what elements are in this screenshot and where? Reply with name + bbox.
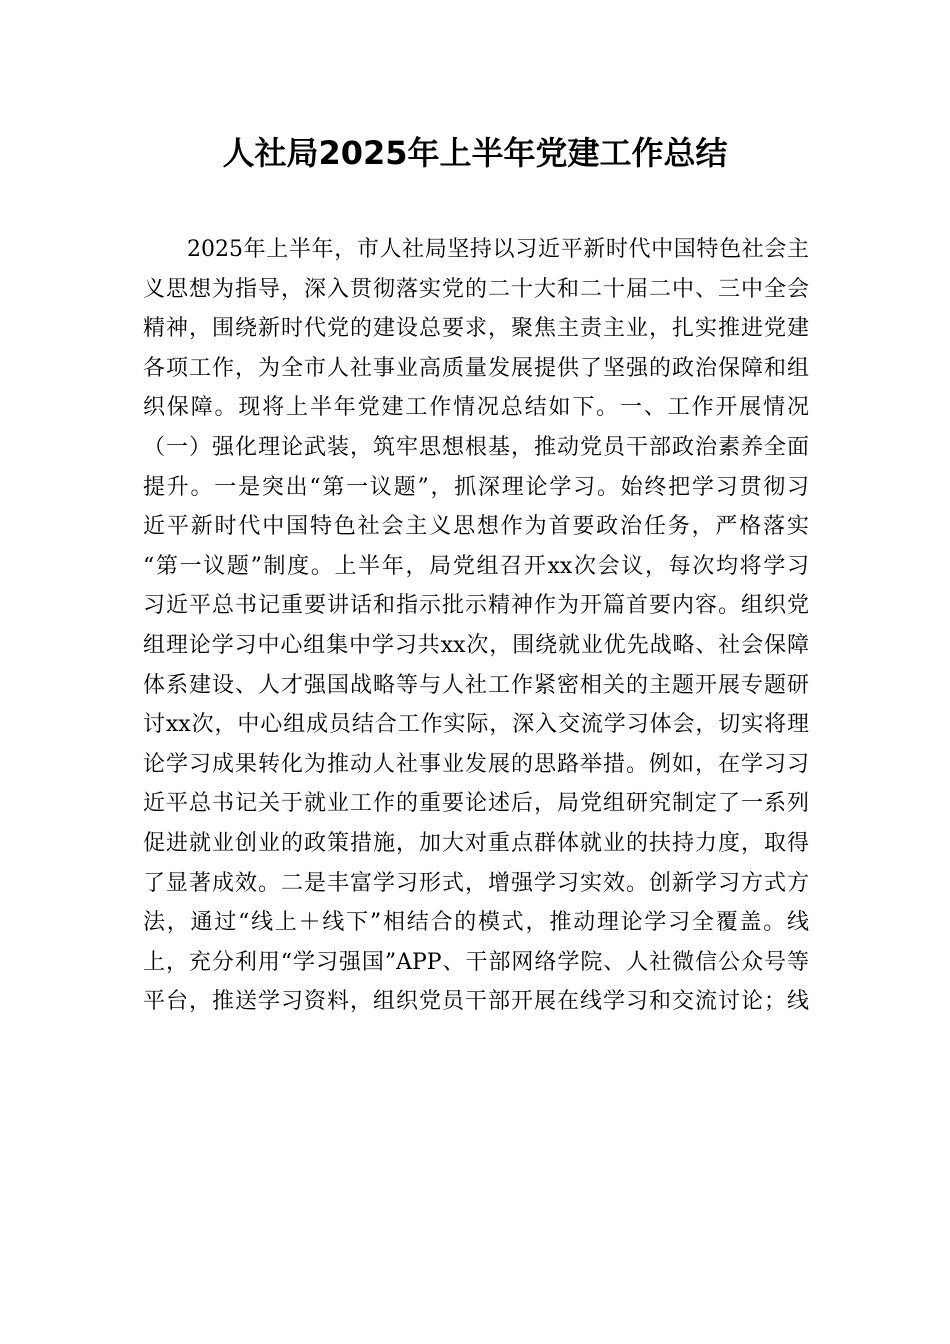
body-line: 近平总书记关于就业工作的重要论述后，局党组研究制定了一系列 [143, 791, 809, 817]
body-line: 义思想为指导，深入贯彻落实党的二十大和二十届二中、三中全会 [143, 276, 809, 302]
body-line: 精神，围绕新时代党的建设总要求，聚焦主责主业，扎实推进党建 [143, 316, 809, 342]
body-line: 组理论学习中心组集中学习共xx次，围绕就业优先战略、社会保障 [143, 632, 809, 658]
document-title: 人社局2025年上半年党建工作总结 [222, 134, 728, 172]
body-line: 讨xx次，中心组成员结合工作实际，深入交流学习体会，切实将理 [143, 712, 809, 738]
body-line: 了显著成效。二是丰富学习形式，增强学习实效。创新学习方式方 [143, 870, 809, 896]
body-line: 近平新时代中国特色社会主义思想作为首要政治任务，严格落实 [143, 514, 809, 540]
body-line: 促进就业创业的政策措施，加大对重点群体就业的扶持力度，取得 [143, 830, 809, 856]
body-line: （一）强化理论武装，筑牢思想根基，推动党员干部政治素养全面 [143, 434, 809, 460]
body-line: 织保障。现将上半年党建工作情况总结如下。一、工作开展情况 [143, 395, 809, 421]
document-body [143, 230, 809, 1022]
body-line: 各项工作，为全市人社事业高质量发展提供了坚强的政治保障和组 [143, 355, 809, 381]
body-line: 2025年上半年，市人社局坚持以习近平新时代中国特色社会主 [187, 237, 809, 262]
body-line: 体系建设、人才强国战略等与人社工作紧密相关的主题开展专题研 [143, 672, 809, 698]
body-line: 论学习成果转化为推动人社事业发展的思路举措。例如，在学习习 [143, 751, 809, 777]
body-line: 习近平总书记重要讲话和指示批示精神作为开篇首要内容。组织党 [143, 593, 809, 619]
body-line: 法，通过“线上＋线下”相结合的模式，推动理论学习全覆盖。线 [143, 910, 809, 936]
body-line: “第一议题”制度。上半年，局党组召开xx次会议，每次均将学习 [143, 553, 809, 579]
body-line: 上，充分利用“学习强国”APP、干部网络学院、人社微信公众号等 [143, 949, 809, 975]
body-line: 平台，推送学习资料，组织党员干部开展在线学习和交流讨论；线 [143, 989, 809, 1015]
body-line: 提升。一是突出“第一议题”，抓深理论学习。始终把学习贯彻习 [143, 474, 809, 500]
